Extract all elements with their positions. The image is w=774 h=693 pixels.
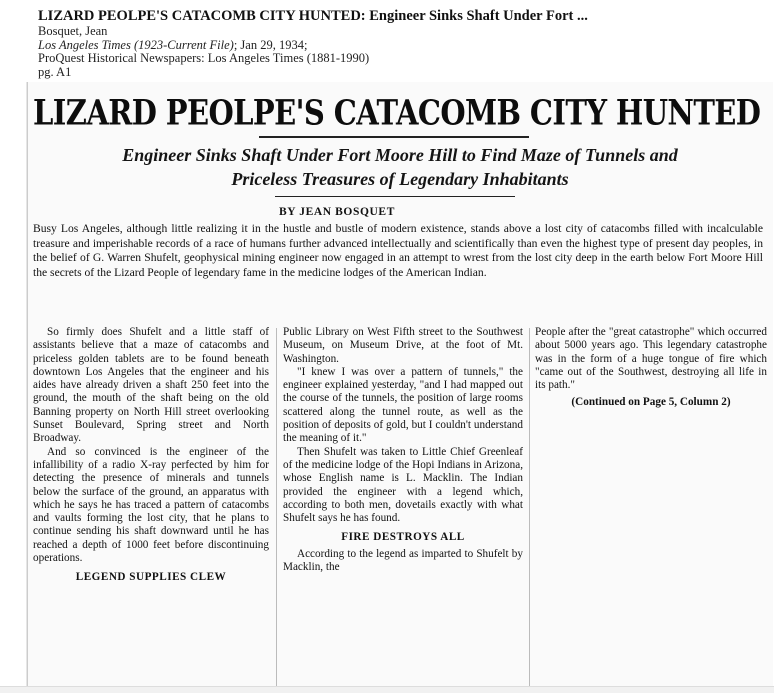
headline-rule — [259, 136, 529, 138]
lead-paragraph: Busy Los Angeles, although little realizing it in the hustle and bustle of modern existence, stands above a lost city of catacombs filled with incalculable treasure and imperishable records of a race of humans further advanced intellectually and scientifically than even the highest type of present day peoples, in the belief of G. Warren Shufelt, geophysical mining engineer now engaged in an attempt to wrest from the lost city deep in the earth below Fort Moore Hill the secrets of the Lizard People of legendary fame in the medicine lodges of the American Indian. — [33, 222, 763, 279]
citation-author: Bosquet, Jean — [38, 24, 108, 38]
footer-strip — [0, 686, 774, 693]
column-divider — [276, 328, 277, 693]
column-2-paragraph: "I knew I was over a pattern of tunnels," the engineer explained yesterday, "and I had mapped out the course of the tunnels, the position of large rooms scattered along the tunnel route, as well as the position of deposits of gold, but I couldn't understand the meaning of it." — [283, 365, 523, 445]
column-3 — [535, 326, 767, 410]
continued-notice: (Continued on Page 5, Column 2) — [571, 396, 731, 409]
subhead-line1: Engineer Sinks Shaft Under Fort Moore Hill to Find Maze of Tunnels and — [122, 145, 678, 165]
column-2-paragraph: According to the legend as imparted to Shufelt by Macklin, the — [283, 547, 523, 574]
subhead-line2: Priceless Treasures of Legendary Inhabitants — [231, 169, 569, 189]
newspaper-scan — [26, 82, 773, 693]
subhead-rule — [275, 196, 515, 197]
column-1-paragraph: So firmly does Shufelt and a little staff of assistants believe that a maze of catacombs and priceless golden tablets are to be found beneath downtown Los Angeles that the engineer and his aides have already driven a shaft 250 feet into the ground, the mouth of the shaft being on the old Banning property on North Hill street overlooking Sunset Boulevard, Spring street and North Broadway. — [33, 326, 269, 445]
column-1-paragraph: And so convinced is the engineer of the infallibility of a radio X-ray perfected by him for detecting the presence of minerals and tunnels below the surface of the ground, an apparatus with which he says he has traced a pattern of catacombs and vaults forming the lost city, that he plans to continue sending his shaft downward until he has reached a depth of 1000 feet before discontinuing operations. — [33, 445, 269, 565]
citation-database: ProQuest Historical Newspapers: Los Angeles Times (1881-1990) — [38, 51, 370, 65]
column-2 — [283, 326, 523, 574]
column-2-paragraph: Public Library on West Fifth street to the Southwest Museum, on Museum Drive, at the foot of Mt. Washington. — [283, 326, 523, 365]
citation-source-date: ; Jan 29, 1934; — [233, 37, 308, 52]
citation-source — [38, 39, 758, 53]
citation-block — [38, 8, 758, 79]
column-2-paragraph: Then Shufelt was taken to Little Chief Greenleaf of the medicine lodge of the Hopi Indians in Arizona, whose English name is L. Macklin. The Indian provided the engineer with a legend which, according to both men, dovetails exactly with what Shufelt says he has found. — [283, 445, 523, 525]
column-2-subhead: FIRE DESTROYS ALL — [341, 531, 465, 544]
column-1-subhead: LEGEND SUPPLIES CLEW — [75, 571, 227, 584]
byline: BY JEAN BOSQUET — [279, 206, 395, 218]
headline: LIZARD PEOLPE'S CATACOMB CITY HUNTED — [33, 92, 761, 133]
citation-title: LIZARD PEOLPE'S CATACOMB CITY HUNTED: Engineer Sinks Shaft Under Fort ... — [38, 8, 588, 24]
citation-page: pg. A1 — [38, 64, 72, 79]
column-1 — [33, 326, 269, 588]
column-divider — [529, 328, 530, 693]
column-3-paragraph: People after the "great catastrophe" which occurred about 5000 years ago. This legendary catastrophe was in the form of a huge tongue of fire which "came out of the Southwest, destroying all life in its path." — [535, 326, 767, 392]
citation-source-name: Los Angeles Times (1923-Current File) — [38, 37, 234, 52]
